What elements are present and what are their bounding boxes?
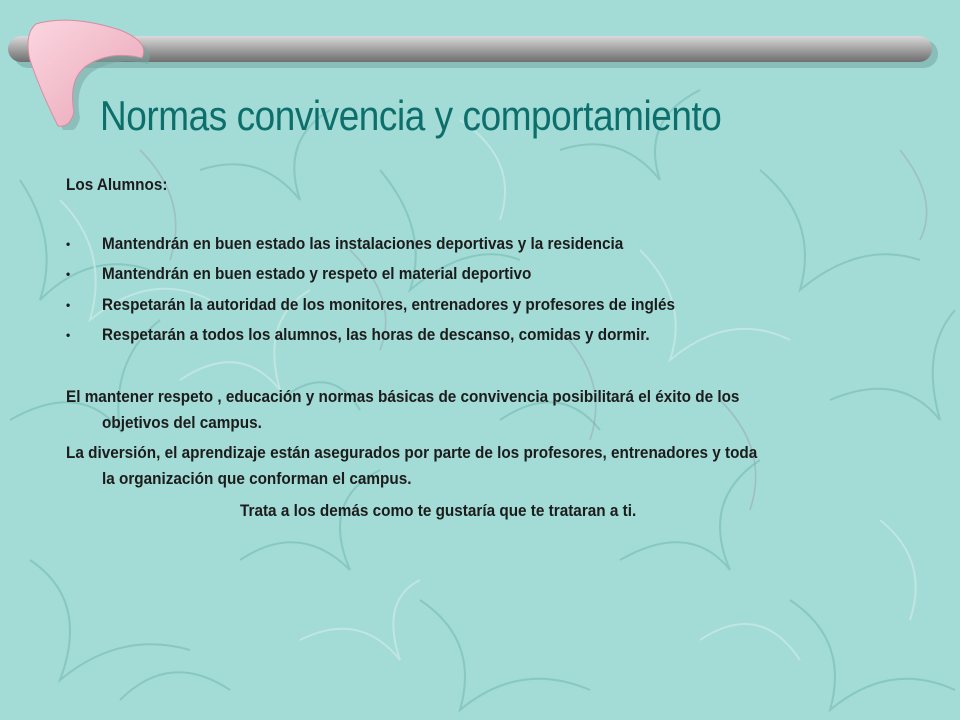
paragraph-line: objetivos del campus.	[102, 413, 262, 432]
bullet-icon: •	[66, 237, 71, 251]
slide-title: Normas convivencia y comportamiento	[100, 92, 722, 139]
bullet-text: Mantendrán en buen estado y respeto el material deportivo	[102, 264, 532, 283]
bullet-text: Mantendrán en buen estado las instalaciones deportivas y la residencia	[102, 234, 624, 253]
closing-line: Trata a los demás como te gustaría que te trataran a ti.	[240, 501, 637, 520]
bullet-icon: •	[66, 328, 71, 342]
intro-text: Los Alumnos:	[66, 175, 168, 194]
bullet-icon: •	[66, 267, 71, 281]
paragraph-line: La diversión, el aprendizaje están asegurados por parte de los profesores, entrenadores y toda	[66, 443, 758, 462]
bullet-icon: •	[66, 298, 71, 312]
paragraph-line: la organización que conforman el campus.	[102, 469, 412, 488]
bullet-text: Respetarán la autoridad de los monitores, entrenadores y profesores de inglés	[102, 295, 676, 314]
paragraph-line: El mantener respeto , educación y normas básicas de convivencia posibilitará el éxito de los	[66, 387, 740, 406]
bullet-text: Respetarán a todos los alumnos, las horas de descanso, comidas y dormir.	[102, 325, 650, 344]
